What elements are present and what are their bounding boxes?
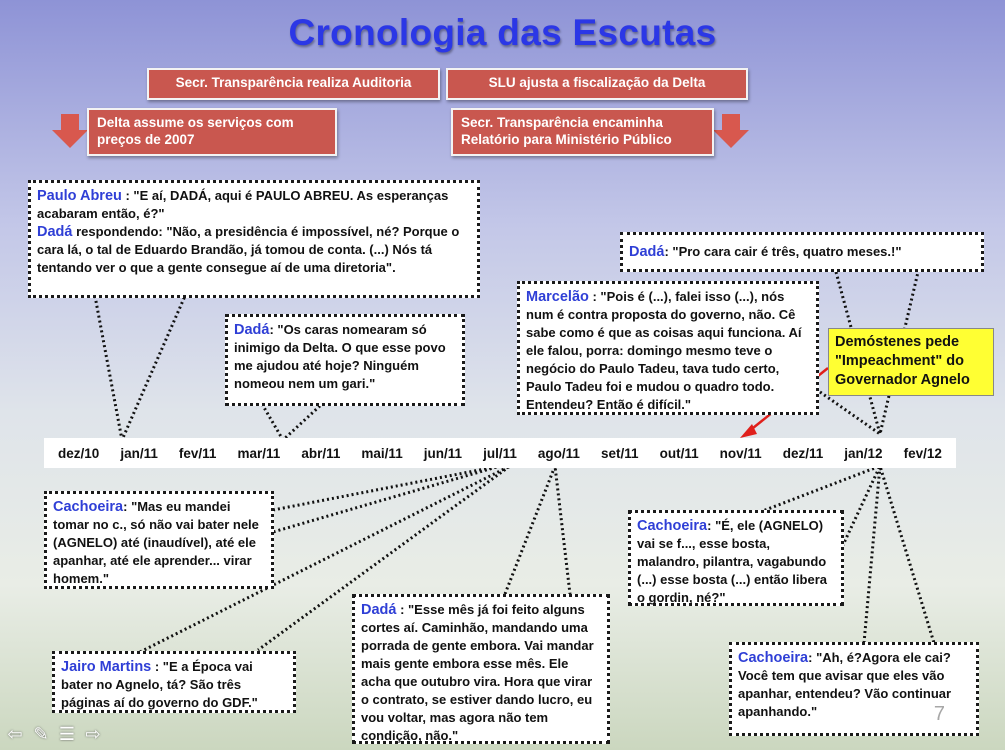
timeline-month: jun/11 bbox=[423, 445, 463, 461]
tail-cachoeira1 bbox=[273, 466, 500, 532]
pencil-icon[interactable]: ✎ bbox=[33, 723, 49, 744]
down-arrow-left bbox=[52, 114, 88, 148]
quote-text: : "Esse mês já foi feito alguns cortes aí. Caminhão, mandando uma porrada de gente embora. Vai mandar mais gente embora esse mês. Ele acha que outubro vira. Hora que virar o contrato, se estiver dando lucro, eu vou voltar, mas agora não tem condição, não." bbox=[361, 602, 594, 743]
quote-jairo-martins bbox=[52, 651, 296, 713]
quote-text: : "Mas eu mandei tomar no c., só não vai bater nele (AGNELO) até (inaudível), até ele apanhar, até ele aprender... virar homem." bbox=[53, 499, 259, 586]
quote-cachoeira-1 bbox=[44, 491, 274, 589]
page-title: Cronologia das Escutas bbox=[288, 12, 717, 53]
quote-text: : "Pro cara cair é três, quatro meses.!" bbox=[664, 244, 902, 259]
timeline-month: mai/11 bbox=[361, 445, 403, 461]
quote-marcelao bbox=[517, 281, 819, 415]
speaker-dada: Dadá bbox=[234, 322, 270, 338]
speaker-cachoeira: Cachoeira bbox=[53, 499, 124, 515]
quote-text-dada-reply: respondendo: "Não, a presidência é impossível, né? Porque o cara lá, o tal de Eduardo Brandão, já tomou de conta. (...) Nós tá tentando ver o que a gente consegue aí de uma diretoria". bbox=[37, 224, 460, 275]
box-delta-line1: Delta assume os serviços com bbox=[97, 115, 294, 130]
speaker-dada: Dadá bbox=[629, 244, 665, 260]
tail-dada3 bbox=[505, 466, 570, 594]
quote-dada-3 bbox=[352, 594, 610, 744]
box-delta bbox=[87, 108, 337, 156]
timeline-month: nov/11 bbox=[719, 445, 762, 461]
quote-text: : "Os caras nomearam só inimigo da Delta. O que esse povo me ajudou até hoje? Ninguém nomeou nem um gari." bbox=[234, 322, 446, 391]
quote-text: : "E a Época vai bater no Agnelo, tá? São três páginas aí do governo do GDF." bbox=[61, 659, 258, 710]
timeline-month: jan/12 bbox=[844, 445, 883, 461]
speaker-cachoeira: Cachoeira bbox=[738, 650, 809, 666]
timeline-month: jul/11 bbox=[483, 445, 517, 461]
speaker-paulo: Paulo Abreu bbox=[37, 188, 122, 204]
tail-paulo bbox=[95, 296, 185, 440]
timeline-month: fev/11 bbox=[178, 445, 217, 461]
tail-cachoeira3 bbox=[864, 466, 934, 643]
timeline-month: set/11 bbox=[600, 445, 639, 461]
quote-text-paulo: : "E aí, DADÁ, aqui é PAULO ABREU. As esperanças acabaram então, é?" bbox=[37, 188, 449, 221]
tail-dada1 bbox=[262, 404, 322, 440]
timeline-bar bbox=[44, 438, 956, 468]
box-relatorio-line2: Relatório para Ministério Público bbox=[461, 132, 672, 147]
quote-paulo-abreu bbox=[28, 180, 480, 298]
box-slu: SLU ajusta a fiscalização da Delta bbox=[446, 68, 748, 100]
timeline-month: ago/11 bbox=[537, 445, 580, 461]
speaker-marcelao: Marcelão bbox=[526, 289, 589, 305]
arrow-left-icon[interactable]: ⇦ bbox=[7, 723, 23, 744]
quote-text: : "Ah, é?Agora ele cai? Você tem que avisar que eles vão apanhar, entendeu? Vão continuar apanhando." bbox=[738, 650, 952, 719]
arrow-right-icon[interactable]: ⇨ bbox=[85, 723, 101, 744]
down-arrow-right bbox=[713, 114, 749, 148]
menu-icon[interactable]: ☰ bbox=[58, 723, 76, 744]
box-auditoria: Secr. Transparência realiza Auditoria bbox=[147, 68, 440, 100]
speaker-dada: Dadá bbox=[361, 602, 397, 618]
slide-number: 7 bbox=[933, 703, 945, 725]
quote-text: : "É, ele (AGNELO) vai se f..., esse bosta, malandro, pilantra, vagabundo (...) esse bosta (...) então libera o gordin, né?" bbox=[637, 518, 827, 605]
quote-text: : "Pois é (...), falei isso (...), nós num é contra proposta do governo, não. Cê sabe como é que as coisas aqui funciona. Aí ele falou, porra: domingo mesmo teve o negócio do Paulo Tadeu, tava tudo certo, Paulo Tadeu foi e mudou o quadro todo. Entendeu? Então é difícil." bbox=[526, 289, 802, 412]
box-relatorio bbox=[451, 108, 714, 156]
timeline-month: out/11 bbox=[659, 445, 699, 461]
speaker-cachoeira: Cachoeira bbox=[637, 518, 708, 534]
quote-dada-2 bbox=[620, 232, 984, 272]
box-relatorio-line1: Secr. Transparência encaminha bbox=[461, 115, 663, 130]
slide-navigation bbox=[4, 724, 104, 744]
timeline-month: abr/11 bbox=[301, 445, 341, 461]
timeline-month: mar/11 bbox=[237, 445, 281, 461]
timeline-month: jan/11 bbox=[120, 445, 158, 461]
speaker-jairo: Jairo Martins bbox=[61, 659, 152, 675]
timeline-month: dez/10 bbox=[58, 445, 100, 461]
timeline-month: fev/12 bbox=[903, 445, 942, 461]
box-delta-line2: preços de 2007 bbox=[97, 132, 195, 147]
speaker-dada: Dadá bbox=[37, 224, 73, 240]
quote-dada-1 bbox=[225, 314, 465, 406]
demostenes-callout: Demóstenes pede "Impeachment" do Governador Agnelo bbox=[828, 328, 994, 396]
quote-cachoeira-2 bbox=[628, 510, 844, 606]
timeline-month: dez/11 bbox=[782, 445, 824, 461]
